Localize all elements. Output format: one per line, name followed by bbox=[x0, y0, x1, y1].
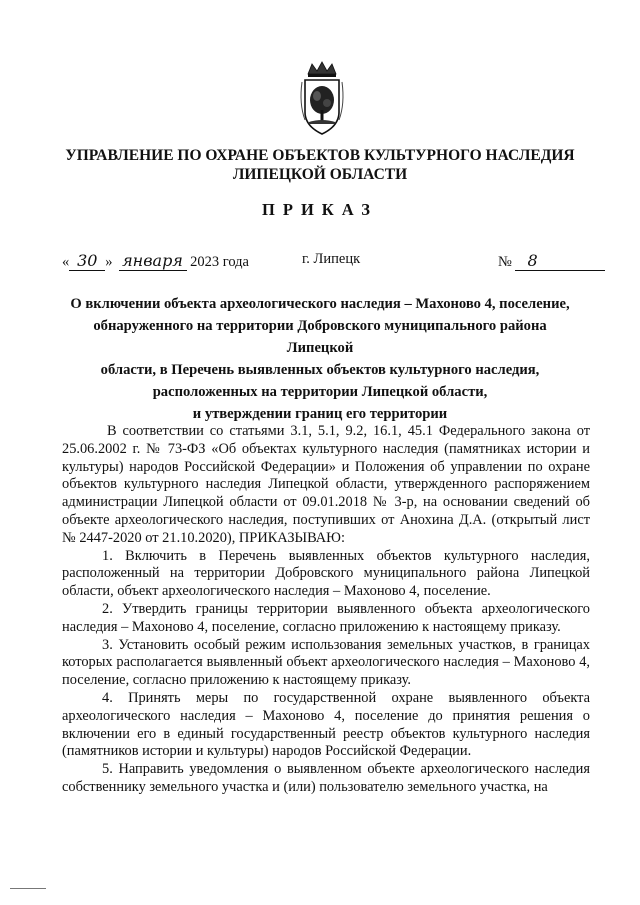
order-title: О включении объекта археологического наследия – Махоново 4, поселение, обнаруженного на территории Добровского муниципального района Липецкой области, в Перечень выявленных объектов культурного наследия, расположенных на территории Липецкой области, и утверждении границ его территории bbox=[70, 296, 570, 422]
order-date bbox=[62, 251, 249, 271]
handwritten-day: 30 bbox=[69, 251, 105, 271]
order-city: г. Липецк bbox=[302, 251, 361, 267]
number-label: № bbox=[498, 254, 512, 270]
clause-5: 5. Направить уведомления о выявленном объекте археологического наследия собственнику земельного участка и (или) пользователю земельного участка, на bbox=[62, 761, 590, 795]
page-edge-mark bbox=[10, 888, 46, 889]
clause-4: 4. Принять меры по государственной охране выявленного объекта археологического наследия – Махоново 4, поселение до принятия решения о включении его в единый государственный реестр объектов культурного наследия (памятников истории и культуры) народов Российской Федерации. bbox=[62, 689, 590, 760]
order-number bbox=[498, 251, 605, 271]
clause-3: 3. Установить особый режим использования земельных участков, в границах которых располагается выявленный объект археологического наследия – Махоново 4, поселение, согласно приложению к настоящему приказу. bbox=[62, 636, 590, 689]
coat-of-arms-icon bbox=[298, 60, 346, 138]
handwritten-number: 8 bbox=[515, 251, 605, 271]
clause-2: 2. Утвердить границы территории выявленного объекта археологического наследия – Махоново 4, поселение, согласно приложению к настоящему приказу. bbox=[62, 600, 590, 635]
order-year: 2023 года bbox=[190, 254, 249, 270]
organization-name: УПРАВЛЕНИЕ ПО ОХРАНЕ ОБЪЕКТОВ КУЛЬТУРНОГО НАСЛЕДИЯ ЛИПЕЦКОЙ ОБЛАСТИ bbox=[65, 147, 575, 183]
handwritten-month: января bbox=[119, 251, 187, 271]
date-number-line bbox=[0, 251, 640, 275]
clause-1: 1. Включить в Перечень выявленных объектов культурного наследия, расположенный на территории Добровского муниципального района Липецкой области, объект археологического наследия – Махоново 4, поселение. bbox=[62, 547, 590, 600]
close-quote: » bbox=[105, 254, 113, 270]
open-quote: « bbox=[62, 254, 70, 270]
document-type: ПРИКАЗ bbox=[262, 200, 378, 219]
order-body bbox=[62, 423, 590, 797]
preamble-paragraph: В соответствии со статьями 3.1, 5.1, 9.2, 16.1, 45.1 Федерального закона от 25.06.2002 г. № 73-ФЗ «Об объектах культурного наследия (памятниках истории и культуры) народов Российской Федерации» и Положения об управлении по охране объектов культурного наследия Липецкой области, утвержденного распоряжением администрации Липецкой области от 09.01.2018 № 3-р, на основании сведений об объекте археологического наследия, поступивших от Анохина Д.А. (открытый лист № 2447-2020 от 21.10.2020), ПРИКАЗЫВАЮ: bbox=[62, 423, 590, 546]
